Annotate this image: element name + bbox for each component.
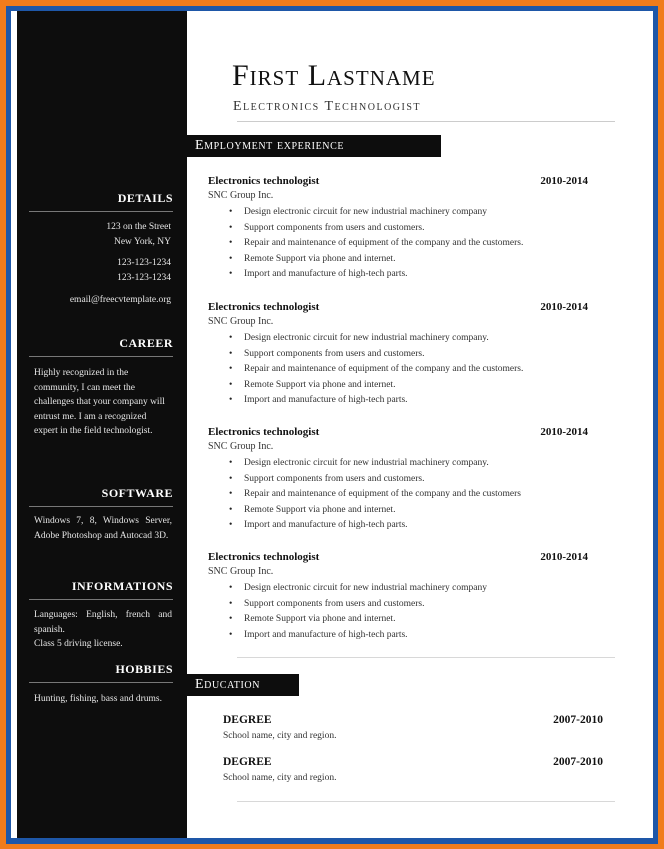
phone-1: 123-123-1234 <box>117 258 171 268</box>
employment-heading: Employment experience <box>187 135 441 157</box>
details-heading: DETAILS <box>117 191 173 205</box>
job-dates: 2010-2014 <box>540 301 588 313</box>
resume-page <box>11 11 653 838</box>
career-text: Highly recognized in the community, I can meet the challenges that your company will entrust me. I am a recognized expert in the field technologist. <box>34 368 165 436</box>
job-title: Electronics Technologist <box>233 99 422 114</box>
informations-heading: INFORMATIONS <box>71 579 173 593</box>
degree-name: DEGREE <box>223 714 272 726</box>
job-duty: • Repair and maintenance of equipment of the company and the customers. <box>208 362 628 378</box>
hobbies-text: Hunting, fishing, bass and drums. <box>34 694 162 704</box>
job-duty: • Repair and maintenance of equipment of the company and the customers. <box>208 236 628 252</box>
informations-languages: Languages: English, french and spanish. <box>34 610 172 635</box>
address-line1: 123 on the Street <box>106 222 171 232</box>
job-duties <box>208 581 628 643</box>
job-header <box>208 175 628 189</box>
education-entry <box>223 714 623 741</box>
software-heading: SOFTWARE <box>101 486 173 500</box>
job-duty: • Support components from users and customers. <box>208 221 628 237</box>
job-duty: • Design electronic circuit for new industrial machinery company. <box>208 456 628 472</box>
job-dates: 2010-2014 <box>540 175 588 187</box>
job-duty: • Import and manufacture of high-tech parts. <box>208 518 628 534</box>
software-text: Windows 7, 8, Windows Server, Adobe Photoshop and Autocad 3D. <box>34 516 172 541</box>
education-entry <box>223 756 623 783</box>
education-header <box>223 756 623 772</box>
job-company: SNC Group Inc. <box>208 316 274 327</box>
job-duty: • Design electronic circuit for new industrial machinery company. <box>208 331 628 347</box>
career-heading: CAREER <box>119 336 173 350</box>
informations-rule <box>29 599 173 600</box>
job-duty: • Remote Support via phone and internet. <box>208 252 628 268</box>
job-position: Electronics technologist <box>208 551 320 563</box>
phone-2: 123-123-1234 <box>117 273 171 283</box>
job-entry <box>208 175 628 283</box>
informations-license: Class 5 driving license. <box>34 639 123 649</box>
degree-dates: 2007-2010 <box>553 756 603 768</box>
job-duty: • Support components from users and customers. <box>208 472 628 488</box>
education-separator <box>237 801 615 802</box>
address-line2: New York, NY <box>113 237 171 247</box>
job-header <box>208 301 628 315</box>
job-duty: • Design electronic circuit for new industrial machinery company <box>208 581 628 597</box>
job-entry <box>208 551 628 643</box>
job-duty: • Remote Support via phone and internet. <box>208 378 628 394</box>
job-duty: • Remote Support via phone and internet. <box>208 503 628 519</box>
job-entry <box>208 426 628 534</box>
job-position: Electronics technologist <box>208 426 320 438</box>
job-duties <box>208 331 628 409</box>
job-duty: • Support components from users and customers. <box>208 347 628 363</box>
full-name: First Lastname <box>232 59 436 92</box>
school-name: School name, city and region. <box>223 773 337 783</box>
job-duty: • Repair and maintenance of equipment of the company and the customers <box>208 487 628 503</box>
job-dates: 2010-2014 <box>540 551 588 563</box>
job-duty: • Import and manufacture of high-tech parts. <box>208 628 628 644</box>
education-header <box>223 714 623 730</box>
job-dates: 2010-2014 <box>540 426 588 438</box>
job-duties <box>208 456 628 534</box>
job-duty: • Design electronic circuit for new industrial machinery company <box>208 205 628 221</box>
sidebar <box>17 11 187 838</box>
job-header <box>208 551 628 565</box>
hobbies-heading: HOBBIES <box>115 662 173 676</box>
employment-separator <box>237 657 615 658</box>
hobbies-rule <box>29 682 173 683</box>
job-company: SNC Group Inc. <box>208 190 274 201</box>
job-entry <box>208 301 628 409</box>
job-header <box>208 426 628 440</box>
software-rule <box>29 506 173 507</box>
career-rule <box>29 356 173 357</box>
school-name: School name, city and region. <box>223 731 337 741</box>
job-duties <box>208 205 628 283</box>
education-heading: Education <box>187 674 299 696</box>
job-duty: • Support components from users and customers. <box>208 597 628 613</box>
job-duty: • Import and manufacture of high-tech parts. <box>208 393 628 409</box>
job-position: Electronics technologist <box>208 301 320 313</box>
degree-dates: 2007-2010 <box>553 714 603 726</box>
job-duty: • Remote Support via phone and internet. <box>208 612 628 628</box>
job-duty: • Import and manufacture of high-tech parts. <box>208 267 628 283</box>
header-rule <box>237 121 615 122</box>
job-company: SNC Group Inc. <box>208 566 274 577</box>
job-position: Electronics technologist <box>208 175 320 187</box>
job-company: SNC Group Inc. <box>208 441 274 452</box>
degree-name: DEGREE <box>223 756 272 768</box>
email-address: email@freecvtemplate.org <box>69 295 171 305</box>
details-rule <box>29 211 173 212</box>
